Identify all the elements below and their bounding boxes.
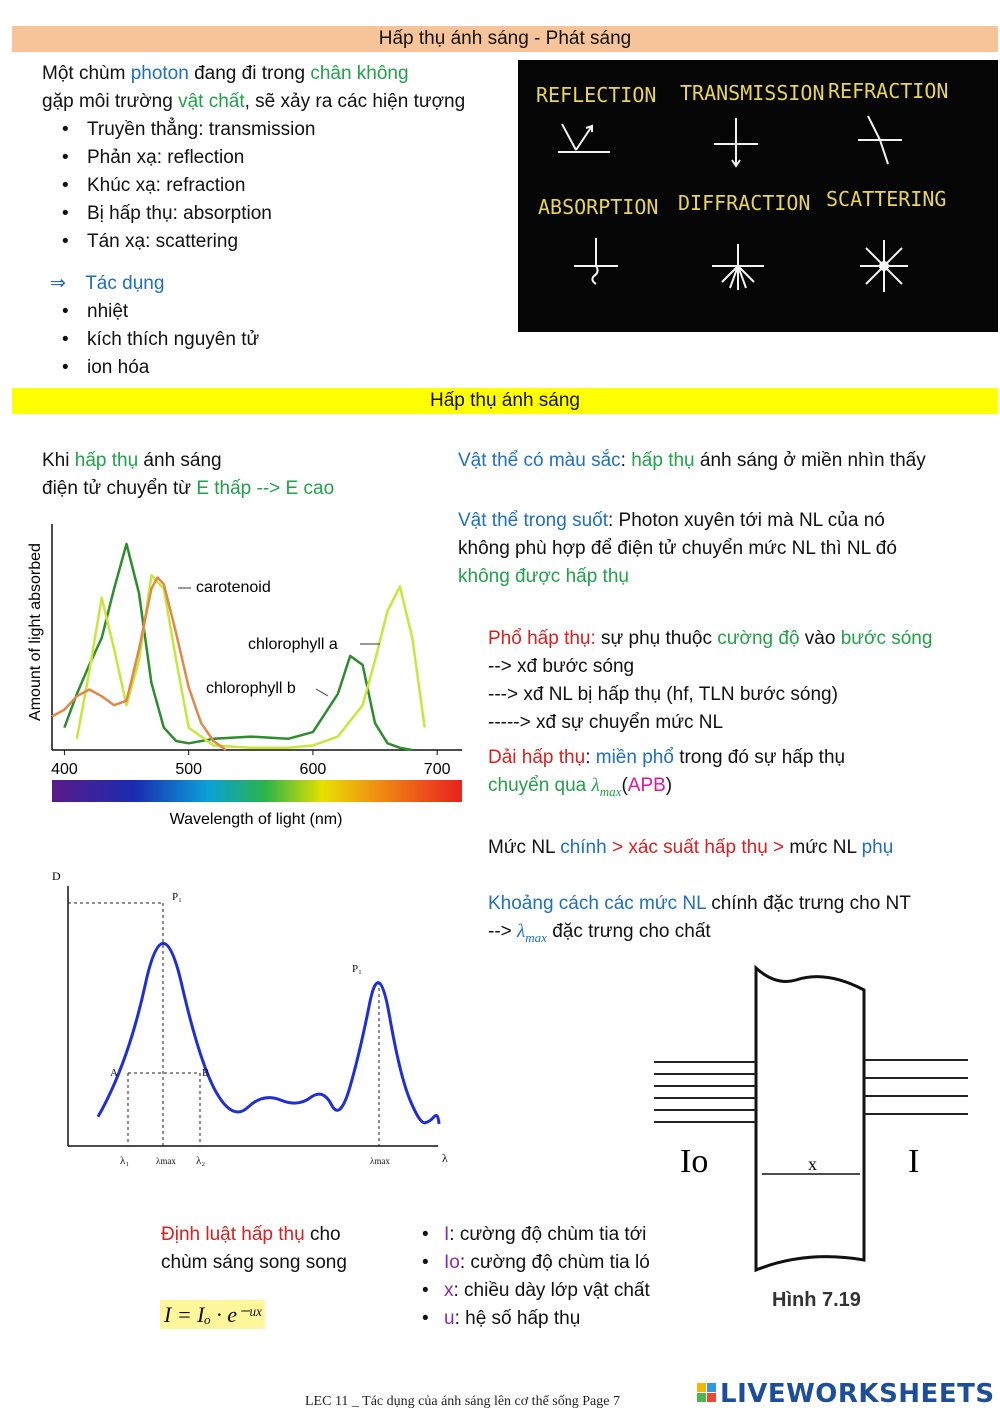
intro-paragraph [42,60,512,116]
distance-text [488,890,998,952]
liveworksheets-logo-icon [697,1383,717,1403]
list-item [420,1277,720,1305]
intro-text: đang đi trong [188,63,311,84]
variable-desc: : cường độ chùm tia tới [449,1224,647,1245]
absorption-intro [42,447,462,503]
label-refraction: REFRACTION [828,79,949,103]
text: chính đặc trưng cho NT [705,893,911,914]
effects-list [42,298,442,382]
text: đặc trưng cho chất [546,921,711,942]
absorption-law-title [161,1221,401,1277]
text: chùm sáng song song [161,1252,347,1273]
label-reflection: REFLECTION [536,83,657,107]
term-secondary: phụ [861,837,894,858]
incident-rays [654,1062,756,1122]
series-line [98,943,439,1124]
y-axis-label: D [52,869,61,883]
term-vacuum: chân không [310,63,409,84]
term-apb: APB [627,775,666,796]
section-banner-absorption: Hấp thụ ánh sáng [12,388,998,414]
text: -----> xđ sự chuyển mức NL [488,712,724,733]
absorption-icon [574,238,618,284]
formula: I = Iₒ · e⁻ᵘˣ [160,1300,265,1329]
effects-heading [50,270,164,298]
absorption-peaks-chart [48,866,458,1176]
series-line-chlorophyll-b [77,575,425,748]
label-absorption: ABSORPTION [538,195,659,219]
blackboard-phenomena-image [518,60,998,332]
transmitted-rays [864,1060,968,1114]
transparent-object-text [458,507,998,591]
term-spectral-region: miền phổ [595,747,674,768]
legend-chlorophyll-b: chlorophyll b [206,680,296,697]
text: trong đó sự hấp thụ [673,747,846,768]
peak-label: P₁ [172,891,182,903]
law-variables-list [420,1221,720,1333]
colored-object-text [458,447,998,475]
intro-text: , sẽ xảy ra các hiện tượng [244,91,466,112]
term-probability: xác suất hấp thụ [628,837,768,858]
variable-desc: : chiều dày lớp vật chất [453,1280,650,1301]
term-absorption-law: Định luật hấp thụ [161,1224,305,1245]
text: ánh sáng [138,450,222,471]
x-tick-label: 500 [175,761,203,778]
list-item [420,1249,720,1277]
intro-text: gặp môi trường [42,91,179,112]
term-matter: vật chất [178,91,245,112]
page-footer: LEC 11 _ Tác dụng của ánh sáng lên cơ thể sống Page 7 [305,1394,620,1409]
point-b-label: B [202,1067,210,1079]
label-diffraction: DIFFRACTION [678,191,811,215]
text: : [620,450,632,471]
text: ---> xđ NL bị hấp thụ (hf, TLN bước sóng) [488,684,838,705]
visible-spectrum-bar [52,780,462,802]
x-tick-label: 700 [423,761,451,778]
transmitted-intensity-label: I [908,1143,920,1180]
list-item: • Khúc xạ: refraction [42,172,502,200]
annotations [110,891,390,1167]
x-axis-label: λ [442,1151,448,1165]
scattering-icon [860,240,908,292]
spectrum-definition [488,625,998,737]
text: ) [665,775,673,796]
material-slab [756,968,864,1270]
list-item: • Bị hấp thụ: absorption [42,200,502,228]
series-lines [52,544,425,750]
x-tick-label: 400 [51,761,78,778]
reflection-icon [558,124,610,152]
text: --> xđ bước sóng [488,656,635,677]
text: Mức NL [488,837,561,858]
text: không phù hợp để điện tử chuyển mức NL thì NL đó [458,538,897,559]
tick-label: λmax [370,1156,390,1166]
list-item [420,1221,720,1249]
term-absorb: hấp thụ [631,450,695,471]
variable-desc: : hệ số hấp thụ [454,1308,581,1329]
text: > [606,837,629,858]
term-photon: photon [130,63,189,84]
phenomena-list [42,116,502,256]
thickness-label: x [808,1154,817,1174]
text: cho [304,1224,341,1245]
list-item: • ion hóa [42,354,442,382]
text: ( [621,775,628,796]
term-intensity: cường độ [717,628,800,649]
text: ánh sáng ở miền nhìn thấy [694,450,926,471]
series-line-chlorophyll-a [64,544,412,750]
peak-label: P₁ [352,963,362,975]
variable-name: Io [444,1252,460,1273]
lambda-subscript: max [599,783,622,799]
implies-arrow-icon: ⇒ [50,273,66,294]
label-scattering: SCATTERING [826,187,947,211]
section-banner-emission: Hấp thụ ánh sáng - Phát sáng [12,26,998,52]
term-colored-object: Vật thể có màu sắc [458,450,621,471]
point-a-label: A [110,1067,118,1079]
x-tick-labels [51,750,451,778]
text: > [767,837,790,858]
list-item: • kích thích nguyên tử [42,326,442,354]
term-main: chính [560,837,607,858]
energy-levels-text [488,834,998,862]
chlorophyll-absorption-chart [20,512,470,832]
list-item: • Phản xạ: reflection [42,144,502,172]
liveworksheets-brand[interactable]: LIVEWORKSHEETS [720,1379,995,1409]
text: : Photon xuyên tới mà NL của nó [608,510,885,531]
text: --> [488,921,518,942]
legend-chlorophyll-a: chlorophyll a [248,636,338,653]
incident-intensity-label: Io [680,1143,709,1180]
text: sự phụ thuộc [595,628,718,649]
term-transition: E thấp --> E cao [196,478,335,499]
list-item: • Truyền thẳng: transmission [42,116,502,144]
text: không được hấp thụ [458,566,629,587]
y-axis-label: Amount of light absorbed [27,543,44,721]
diffraction-icon [712,244,764,290]
lambda-symbol: λ [591,775,600,796]
blackboard-drawing [518,60,998,332]
figure-caption: Hình 7.19 [772,1289,861,1311]
effects-title: Tác dụng [85,273,165,294]
label-transmission: TRANSMISSION [680,81,825,105]
tick-label: λ₁ [120,1155,130,1167]
x-axis-label: Wavelength of light (nm) [169,811,343,828]
variable-name: I [444,1224,450,1245]
text: : [585,747,596,768]
term-transparent-object: Vật thể trong suốt [458,510,608,531]
legend-carotenoid: carotenoid [196,579,271,596]
text: Khi [42,450,75,471]
text: chuyển qua [488,775,592,796]
guide-lines [68,903,379,1146]
term-absorption-spectrum: Phổ hấp thụ: [488,628,596,649]
legend-leader [316,689,328,696]
x-tick-label: 600 [299,761,327,778]
term-absorb: hấp thụ [74,450,139,471]
variable-name: x [444,1280,454,1301]
term-wavelength: bước sóng [840,628,933,649]
band-definition [488,744,998,806]
list-item [420,1305,720,1333]
variable-desc: : cường độ chùm tia ló [459,1252,650,1273]
list-item: • nhiệt [42,298,442,326]
tick-label: λmax [156,1156,176,1166]
term-level-distance: Khoảng cách các mức NL [488,893,706,914]
term-absorption-band: Dải hấp thụ [488,747,586,768]
absorption-law-formula [160,1302,265,1328]
text: vào [799,628,841,649]
variable-name: u [444,1308,455,1329]
text: điện tử chuyển từ [42,478,197,499]
transmission-icon [714,118,758,166]
tick-label: λ₂ [196,1155,206,1167]
lambda-subscript: max [525,929,547,945]
list-item: • Tán xạ: scattering [42,228,502,256]
refraction-icon [858,116,902,164]
text: mức NL [789,837,862,858]
intro-text: Một chùm [42,63,131,84]
lambda-symbol: λ [517,921,526,942]
